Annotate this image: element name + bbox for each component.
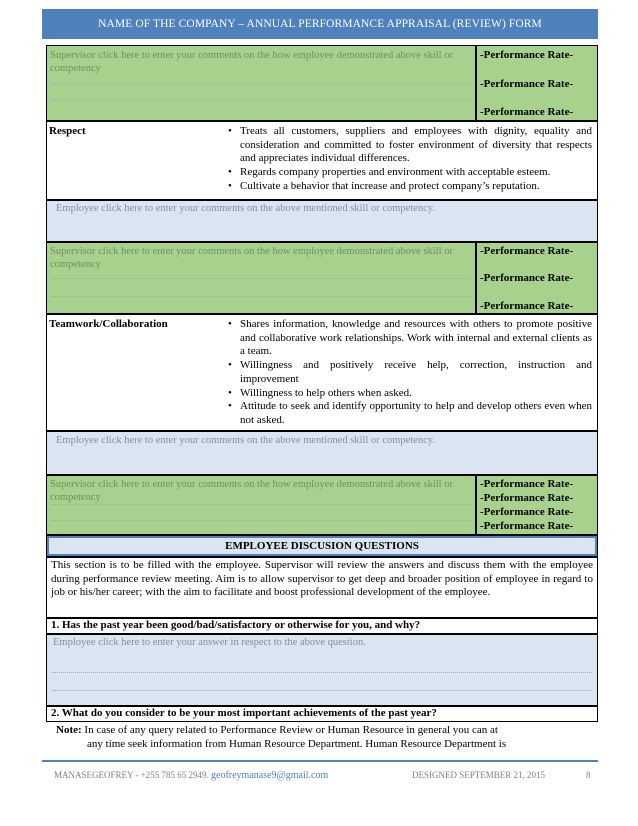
note-label: Note: (56, 724, 82, 736)
teamwork-bullets (228, 318, 592, 428)
footer-page-number: 8 (586, 770, 591, 780)
answer-prompt-1[interactable]: Employee click here to enter your answer in respect to the above question. (53, 637, 366, 648)
dotted-line (52, 296, 470, 297)
note-line-1: In case of any query related to Performance Review or Human Resource in general you can at (84, 724, 498, 736)
employee-comment-prompt-1[interactable]: Employee click here to enter your comments on the above mentioned skill or competency. (56, 203, 435, 214)
footer-author-text: MANASEGEOFREY - +255 785 65 2949. (54, 770, 209, 780)
footer-author (54, 770, 328, 781)
discussion-heading-frame (46, 535, 598, 557)
skill-title-teamwork: Teamwork/Collaboration (49, 318, 168, 330)
note (56, 724, 596, 751)
question-2: 2. What do you consider to be your most important achievements of the past year? (51, 707, 437, 719)
performance-rate-3[interactable]: -Performance Rate- (480, 106, 574, 118)
performance-rate-2[interactable]: -Performance Rate- (480, 78, 574, 90)
performance-rate-10[interactable]: -Performance Rate- (480, 520, 574, 532)
performance-rate-1[interactable]: -Performance Rate- (480, 49, 574, 61)
dotted-line (52, 84, 470, 85)
teamwork-bullet-2: • Willingness and positively receive help, correction, instruction and improvement (228, 359, 592, 385)
respect-bullet-3: • Cultivate a behavior that increase and protect company’s reputation. (228, 179, 540, 192)
respect-bullets (228, 125, 592, 194)
performance-rate-7[interactable]: -Performance Rate- (480, 478, 574, 490)
respect-bullet-1: • Treats all customers, suppliers and employees with dignity, equality and consideration and committed to foster environment of diversity that respects and appreciates individual differences. (228, 125, 592, 165)
dotted-line (52, 504, 470, 505)
question-1: 1. Has the past year been good/bad/satisfactory or otherwise for you, and why? (51, 619, 421, 631)
performance-rate-6[interactable]: -Performance Rate- (480, 300, 574, 312)
dotted-line (52, 278, 470, 279)
performance-rate-9[interactable]: -Performance Rate- (480, 506, 574, 518)
dotted-line (52, 100, 470, 101)
performance-rate-4[interactable]: -Performance Rate- (480, 245, 574, 257)
supervisor-comment-prompt-3[interactable]: Supervisor click here to enter your comments on the how employee demonstrated above skill or competency (50, 479, 453, 503)
teamwork-bullet-4: • Attitude to seek and identify opportunity to help and develop others even when not asked. (228, 400, 592, 426)
note-line-2: any time seek information from Human Resource Department. Human Resource Department is (87, 737, 507, 750)
performance-rate-8[interactable]: -Performance Rate- (480, 492, 574, 504)
teamwork-bullet-1: • Shares information, knowledge and resources with others to promote positive and collaborative work relationships. Work with internal and external clients as a team. (228, 318, 592, 358)
employee-comment-prompt-2[interactable]: Employee click here to enter your comments on the above mentioned skill or competency. (56, 435, 435, 446)
skill-title-respect: Respect (49, 125, 86, 137)
dotted-line (52, 672, 592, 673)
discussion-heading: EMPLOYEE DISCUSION QUESTIONS (49, 538, 595, 554)
supervisor-comment-prompt[interactable]: Supervisor click here to enter your comments on the how employee demonstrated above skill or competency (50, 50, 453, 74)
dotted-line (52, 690, 592, 691)
performance-rate-5[interactable]: -Performance Rate- (480, 272, 574, 284)
footer-email[interactable]: geofreymanase9@gmail.com (211, 770, 329, 781)
footer-designed: DESIGNED SEPTEMBER 21, 2015 (412, 770, 546, 780)
teamwork-bullet-3: • Willingness to help others when asked. (228, 386, 412, 399)
discussion-intro: This section is to be filled with the employee. Supervisor will review the answers and discuss them with the employee during performance review meeting. Aim is to allow supervisor to get deep and broader position of employee in regard to job or his/her career; with the aim to facilitate and boost professional development of the employee. (51, 559, 593, 599)
dotted-line (52, 520, 470, 521)
supervisor-comment-prompt-2[interactable]: Supervisor click here to enter your comments on the how employee demonstrated above skill or competency (50, 246, 453, 270)
form-title: NAME OF THE COMPANY – ANNUAL PERFORMANCE APPRAISAL (REVIEW) FORM (42, 9, 598, 39)
respect-bullet-2: • Regards company properties and environment with acceptable esteem. (228, 166, 551, 179)
footer-rule (42, 760, 598, 762)
